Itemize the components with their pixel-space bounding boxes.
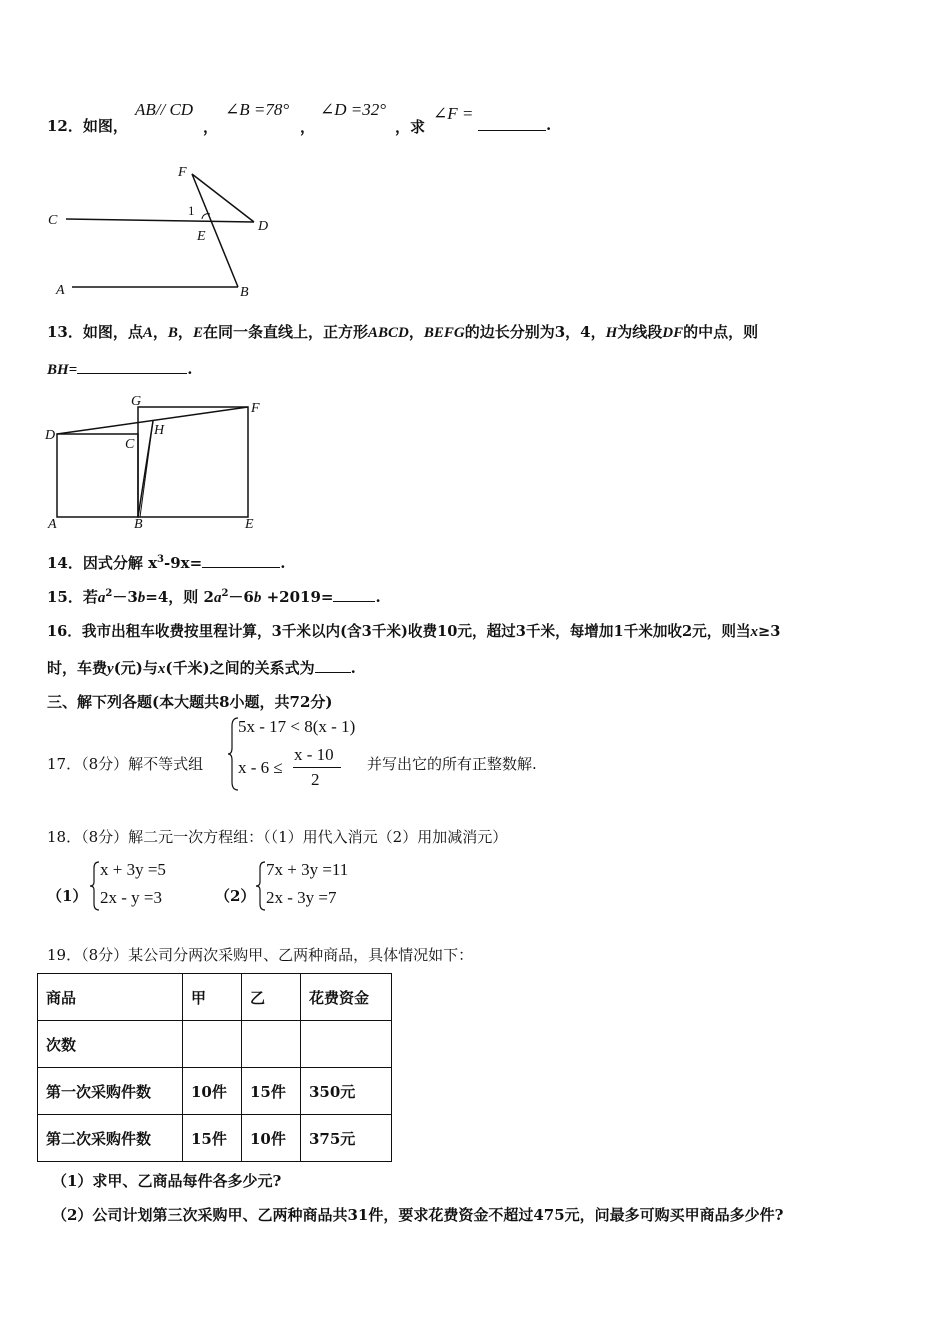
- q15-answer-blank[interactable]: [333, 587, 375, 602]
- q14-answer-blank[interactable]: [202, 553, 280, 568]
- q15-sup2: 2: [221, 588, 229, 599]
- q13-answer-blank[interactable]: [77, 359, 187, 374]
- q17-fraction-denominator: 2: [311, 770, 320, 789]
- q16-answer-blank[interactable]: [315, 658, 351, 673]
- table-cell: 15件: [242, 1068, 301, 1115]
- q13-text3: 的边长分别为3，4，: [464, 323, 606, 341]
- q18-sys2-eq1: 7x + 3y =11: [266, 860, 349, 879]
- q15-text3: =4，则 2: [145, 588, 214, 606]
- label-d: D: [45, 428, 56, 443]
- q13-bh-label: BH=: [47, 362, 78, 378]
- q15-text4: －6: [228, 588, 254, 606]
- table-row: [38, 1068, 392, 1115]
- q18-sys1-label: （1）: [47, 887, 88, 905]
- q17-fraction-numerator: x - 10: [294, 745, 334, 764]
- q16-ge: ≥3: [758, 623, 781, 640]
- q16-text2b: (元)与: [113, 659, 158, 677]
- label-c: C: [48, 213, 58, 228]
- table-cell: [183, 1021, 242, 1068]
- q17-inequality-1: 5x - 17 < 8(x - 1): [238, 717, 356, 736]
- q18-sys2-eq2: 2x - 3y =7: [266, 888, 337, 907]
- table-cell: 商品: [38, 974, 183, 1021]
- question-14: [47, 552, 285, 573]
- q12-parallel: AB// CD: [135, 100, 194, 119]
- q13-text5: 的中点，则: [683, 323, 759, 341]
- q13-point-b: B: [167, 325, 178, 341]
- q14-text2: -9x=: [164, 554, 203, 572]
- q13-end: .: [187, 360, 193, 378]
- q13-square-abcd: ABCD: [367, 325, 409, 341]
- table-cell: 10件: [242, 1115, 301, 1162]
- q13-comma1: ，: [152, 323, 168, 341]
- table-cell: 乙: [242, 974, 301, 1021]
- q13-point-a: A: [142, 325, 153, 341]
- label-h: H: [154, 423, 165, 438]
- table-cell: 15件: [183, 1115, 242, 1162]
- q17-fraction-bar: [293, 767, 341, 768]
- q18-sys1-eq1: x + 3y =5: [100, 860, 166, 879]
- q13-comma2: ，: [177, 323, 193, 341]
- segment-df: [57, 407, 248, 434]
- label-d: D: [258, 219, 269, 234]
- table-cell: 次数: [38, 1021, 183, 1068]
- q18-sys2-label: （2）: [215, 887, 256, 905]
- q14-sup: 3: [157, 554, 165, 565]
- q12-sep1: ，: [203, 118, 219, 136]
- question-16-line1: [47, 620, 780, 641]
- table-row: [38, 974, 392, 1021]
- q17-tail: 并写出它的所有正整数解.: [367, 755, 537, 773]
- q14-end: .: [280, 554, 286, 572]
- q12-figure: [40, 160, 280, 305]
- q16-text2a: 时，车费: [47, 659, 108, 677]
- label-f: F: [251, 401, 260, 416]
- q15-text2: －3: [112, 588, 138, 606]
- q15-var-b2: b: [253, 590, 262, 606]
- segment-bh2: [140, 421, 153, 517]
- q15-var-b: b: [137, 590, 146, 606]
- question-19-label: 19．（8分）某公司分两次采购甲、乙两种商品，具体情况如下：: [47, 946, 474, 964]
- question-12: [47, 107, 128, 139]
- q15-text5: +2019=: [261, 588, 334, 606]
- section-3-heading: 三、解下列各题(本大题共8小题，共72分): [47, 693, 333, 711]
- table-cell: 350元: [301, 1068, 392, 1115]
- label-e: E: [245, 517, 254, 532]
- q13-figure: [40, 392, 270, 537]
- table-cell: [301, 1021, 392, 1068]
- q18-sys1-eq2: 2x - y =3: [100, 888, 162, 907]
- label-a: A: [56, 283, 65, 298]
- q13-point-h: H: [605, 325, 618, 341]
- q18-sys2-brace: [256, 860, 266, 912]
- label-b: B: [240, 285, 249, 300]
- question-18-label: 18．（8分）解二元一次方程组：（（1）用代入消元（2）用加减消元）: [47, 828, 508, 846]
- q16-var-y: y: [107, 661, 114, 677]
- q14-text: 14．因式分解 x: [47, 554, 158, 572]
- label-e: E: [197, 229, 206, 244]
- q15-sup1: 2: [105, 588, 113, 599]
- q17-inequality-2-left: x - 6 ≤: [238, 758, 283, 777]
- line-cd: [66, 219, 254, 222]
- q13-point-e: E: [192, 325, 203, 341]
- q13-text1: 13．如图，点: [47, 323, 143, 341]
- q13-text4: 为线段: [617, 323, 663, 341]
- q12-number: 12．如图，: [47, 117, 128, 135]
- label-f: F: [178, 165, 187, 180]
- q16-text2c: (千米)之间的关系式为: [165, 659, 315, 677]
- q15-var-a: a: [97, 590, 106, 606]
- table-cell: 375元: [301, 1115, 392, 1162]
- q18-sys1-brace: [90, 860, 100, 912]
- q19-sub1: （1）求甲、乙商品每件各多少元?: [52, 1172, 282, 1190]
- table-cell: 10件: [183, 1068, 242, 1115]
- purchase-table: [37, 973, 392, 1162]
- q12-angle-d: ∠D =32°: [320, 100, 387, 119]
- question-13-line1: [47, 321, 758, 342]
- q12-sep2: ，: [300, 118, 316, 136]
- label-c: C: [125, 437, 135, 452]
- label-1: 1: [188, 203, 195, 218]
- q12-answer-blank[interactable]: [478, 116, 546, 131]
- question-15: [47, 586, 381, 607]
- q15-var-a2: a: [213, 590, 222, 606]
- table-cell: [242, 1021, 301, 1068]
- q12-angle-f: ∠F =: [433, 104, 474, 123]
- table-cell: 第二次采购件数: [38, 1115, 183, 1162]
- question-13-line2: [47, 359, 192, 379]
- question-16-line2: [47, 657, 356, 678]
- label-b: B: [134, 517, 143, 532]
- table-row: [38, 1021, 392, 1068]
- q13-square-befg: BEFG: [423, 325, 465, 341]
- label-g: G: [131, 394, 142, 409]
- label-a: A: [48, 517, 57, 532]
- table-cell: 花费资金: [301, 974, 392, 1021]
- q15-end: .: [375, 588, 381, 606]
- q12-end: .: [546, 116, 552, 134]
- q19-sub2: （2）公司计划第三次采购甲、乙两种商品共31件，要求花费资金不超过475元，问最多可购买甲商品多少件?: [52, 1206, 784, 1224]
- table-cell: 甲: [183, 974, 242, 1021]
- q16-var-x: x: [750, 624, 759, 640]
- table-cell: 第一次采购件数: [38, 1068, 183, 1115]
- q12-angle-b: ∠B =78°: [225, 100, 290, 119]
- q16-end: .: [350, 659, 356, 677]
- q15-text1: 15．若: [47, 588, 98, 606]
- q16-text1: 16．我市出租车收费按里程计算，3千米以内(含3千米)收费10元，超过3千米，每增加1千米加收2元，则当: [47, 623, 751, 640]
- q13-segment-df: DF: [662, 325, 684, 341]
- q16-var-x2: x: [157, 661, 166, 677]
- question-17-label: 17．（8分）解不等式组: [47, 755, 204, 773]
- q13-comma3: ，: [408, 323, 424, 341]
- q13-text2: 在同一条直线上，正方形: [202, 323, 368, 341]
- q12-sep3: ，求: [395, 118, 426, 136]
- table-row: [38, 1115, 392, 1162]
